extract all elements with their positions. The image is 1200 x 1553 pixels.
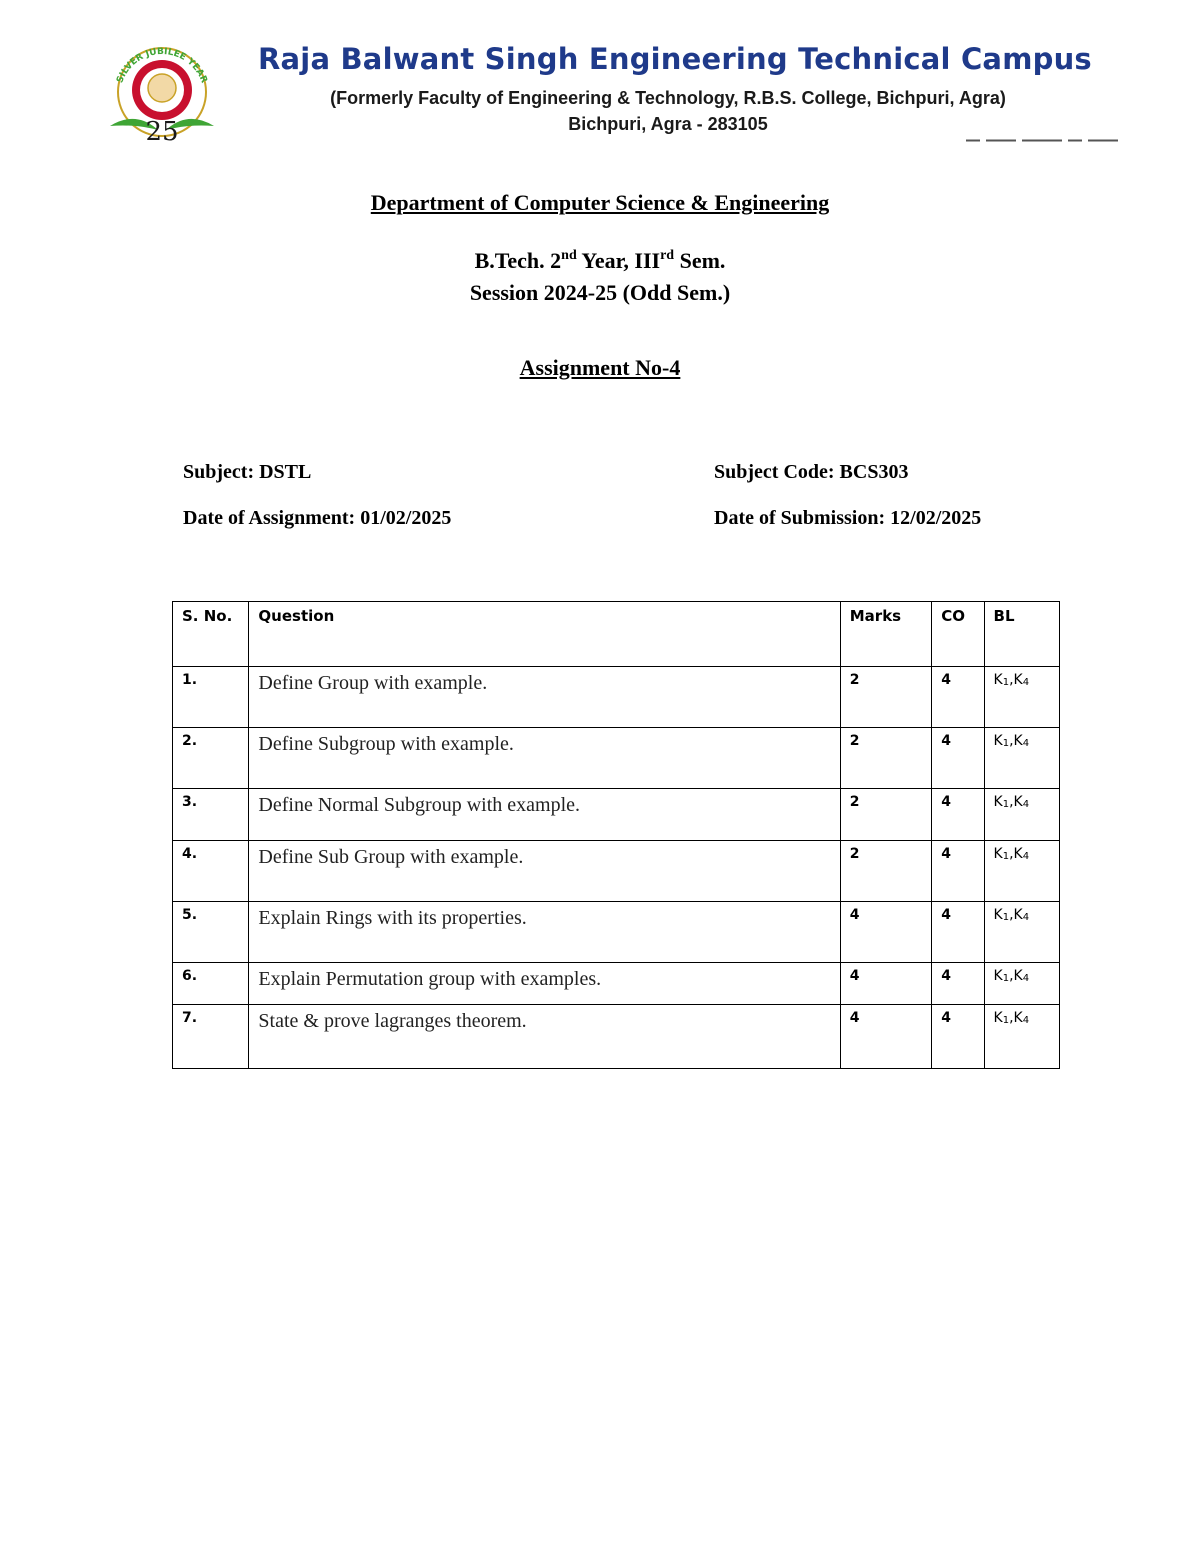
bl-k: K	[993, 672, 1003, 688]
row-question: Define Sub Group with example.	[249, 841, 840, 902]
institution-name: Raja Balwant Singh Engineering Technical Campus	[258, 42, 1092, 76]
bl-sep: ,K	[1009, 672, 1023, 688]
row-bl	[984, 789, 1059, 841]
table-row	[173, 963, 1060, 1005]
row-co: 4	[932, 789, 984, 841]
header-sno: S. No.	[173, 602, 249, 667]
table-row	[173, 902, 1060, 963]
course-sup-nd: nd	[561, 248, 577, 263]
bl-sub-4: 4	[1022, 1015, 1030, 1026]
row-marks: 4	[840, 963, 932, 1005]
row-sno: 1.	[173, 667, 249, 728]
institution-address: Bichpuri, Agra - 283105	[568, 114, 768, 134]
bl-k: K	[993, 846, 1003, 862]
bl-sub-1: 1	[1002, 851, 1010, 862]
table-row	[173, 1005, 1060, 1069]
row-sno: 2.	[173, 728, 249, 789]
subject-label: Subject: DSTL	[183, 461, 312, 483]
course-title	[0, 248, 1200, 274]
row-co: 4	[932, 667, 984, 728]
bl-sep: ,K	[1009, 907, 1023, 923]
table-row	[173, 728, 1060, 789]
header-cut-line	[966, 139, 1122, 142]
row-co: 4	[932, 728, 984, 789]
row-marks: 2	[840, 789, 932, 841]
bl-k: K	[993, 733, 1003, 749]
course-suffix: Sem.	[674, 248, 726, 273]
assignment-title: Assignment No-4	[519, 355, 681, 380]
course-sup-rd: rd	[660, 248, 675, 263]
table-header-row	[173, 602, 1060, 667]
header-question: Question	[249, 602, 840, 667]
bl-sub-4: 4	[1022, 973, 1030, 984]
bl-sep: ,K	[1009, 968, 1023, 984]
bl-k: K	[993, 1010, 1003, 1026]
bl-k: K	[993, 794, 1003, 810]
bl-sub-4: 4	[1022, 738, 1030, 749]
questions-table	[172, 601, 1060, 1069]
row-bl	[984, 902, 1059, 963]
logo-number: 25	[145, 117, 179, 147]
row-co: 4	[932, 963, 984, 1005]
row-marks: 2	[840, 667, 932, 728]
row-sno: 4.	[173, 841, 249, 902]
header-marks: Marks	[840, 602, 932, 667]
bl-sep: ,K	[1009, 794, 1023, 810]
department-title: Department of Computer Science & Engineering	[370, 190, 830, 215]
bl-sub-1: 1	[1002, 738, 1010, 749]
logo-arc-text: SILVER JUBILEE YEAR	[115, 46, 209, 85]
row-sno: 3.	[173, 789, 249, 841]
bl-k: K	[993, 907, 1003, 923]
bl-sep: ,K	[1009, 1010, 1023, 1026]
table-row	[173, 841, 1060, 902]
row-question: Define Subgroup with example.	[249, 728, 840, 789]
row-marks: 2	[840, 841, 932, 902]
row-bl	[984, 728, 1059, 789]
row-marks: 4	[840, 902, 932, 963]
row-question: State & prove lagranges theorem.	[249, 1005, 840, 1069]
row-question: Explain Permutation group with examples.	[249, 963, 840, 1005]
date-of-submission: Date of Submission: 12/02/2025	[714, 507, 982, 529]
bl-sub-1: 1	[1002, 799, 1010, 810]
row-co: 4	[932, 841, 984, 902]
table-row	[173, 667, 1060, 728]
bl-sub-1: 1	[1002, 973, 1010, 984]
college-logo	[106, 40, 218, 148]
row-question: Define Group with example.	[249, 667, 840, 728]
row-co: 4	[932, 902, 984, 963]
row-sno: 7.	[173, 1005, 249, 1069]
row-bl	[984, 963, 1059, 1005]
row-co: 4	[932, 1005, 984, 1069]
bl-sep: ,K	[1009, 846, 1023, 862]
subject-code-label: Subject Code: BCS303	[714, 461, 909, 483]
row-sno: 6.	[173, 963, 249, 1005]
row-bl	[984, 1005, 1059, 1069]
bl-sub-4: 4	[1022, 799, 1030, 810]
institution-formerly: (Formerly Faculty of Engineering & Technology, R.B.S. College, Bichpuri, Agra)	[330, 88, 1006, 108]
bl-sub-4: 4	[1022, 677, 1030, 688]
table-row	[173, 789, 1060, 841]
row-bl	[984, 667, 1059, 728]
row-sno: 5.	[173, 902, 249, 963]
bl-sub-4: 4	[1022, 912, 1030, 923]
row-question: Explain Rings with its properties.	[249, 902, 840, 963]
bl-sub-1: 1	[1002, 677, 1010, 688]
bl-k: K	[993, 968, 1003, 984]
bl-sep: ,K	[1009, 733, 1023, 749]
date-of-assignment: Date of Assignment: 01/02/2025	[183, 507, 452, 529]
row-marks: 2	[840, 728, 932, 789]
row-bl	[984, 841, 1059, 902]
bl-sub-4: 4	[1022, 851, 1030, 862]
course-prefix: B.Tech. 2	[474, 248, 562, 273]
session-title: Session 2024-25 (Odd Sem.)	[469, 280, 731, 305]
course-mid: Year, III	[576, 248, 661, 273]
row-question: Define Normal Subgroup with example.	[249, 789, 840, 841]
bl-sub-1: 1	[1002, 912, 1010, 923]
row-marks: 4	[840, 1005, 932, 1069]
bl-sub-1: 1	[1002, 1015, 1010, 1026]
header-bl: BL	[984, 602, 1059, 667]
header-co: CO	[932, 602, 984, 667]
